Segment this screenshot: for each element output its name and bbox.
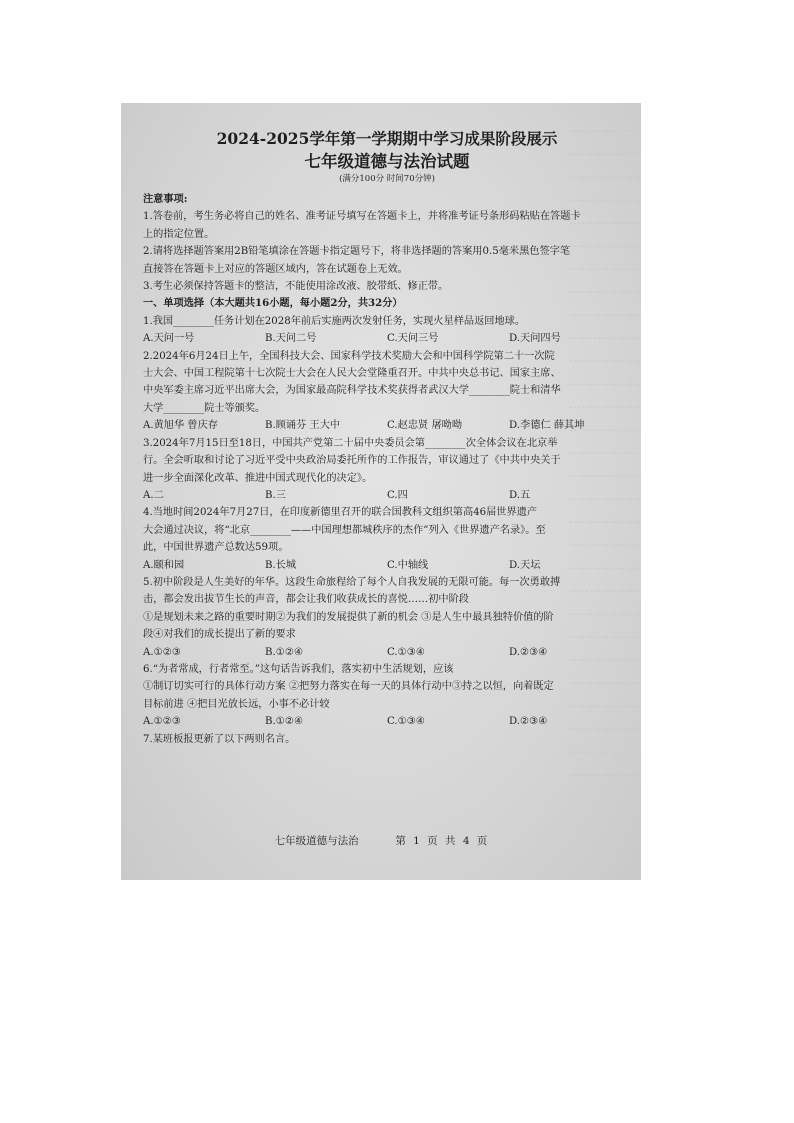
question-options [143,644,631,661]
question-options [143,417,631,434]
option-b: B.三 [265,489,286,501]
page-footer [121,833,641,848]
footer-page-number: 第 1 页 共 4 页 [395,835,488,847]
question-text: 1.我国________任务计划在2028年前后实施两次发射任务，实现火星样品返回地球。 [143,315,526,327]
option-d: D.天坛 [509,559,541,571]
notes-line: 直接答在答题卡上对应的答题区域内，答在试题卷上无效。 [143,263,408,275]
question-1 [143,313,631,348]
notes-heading: 注意事项: [143,193,188,205]
question-text: 4.当地时间2024年7月27日，在印度新德里召开的联合国教科文组织第高46届世界遗产 [143,507,538,519]
option-a: A.黄旭华 曾庆存 [143,420,218,432]
notes-section [143,191,631,295]
option-a: A.①②③ [143,646,181,658]
question-options [143,557,631,574]
question-text: 2.2024年6月24日上午，全国科技大会、国家科学技术奖励大会和中国科学院第二十一次院 [143,350,555,362]
option-b: B.顾诵芬 王大中 [265,420,341,432]
option-d: D.②③④ [509,716,548,728]
question-text: 行。全会听取和讨论了习近平受中央政治局委托所作的工作报告，审议通过了《中共中央关于 [143,455,561,467]
show-through-text: ……………… ……………… ……………… ……………… ……………… ……………… ……………… ……………… ……………… ……………… ……………… ……………… ……………… ……………… ……………… ……………… ……………… ……………… ……………… ……………… ……………… ……………… ……………… ……………… ……………… ……………… ……………… ……………… ……………… [569,121,641,779]
question-text: 段④对我们的成长提出了新的要求 [143,629,296,641]
option-a: A.①②③ [143,716,181,728]
question-text: 目标前进 ④把目光放长远，小事不必计较 [143,698,330,710]
question-text: 士大会、中国工程院第十七次院士大会在人民大会堂隆重召开。中共中央总书记、国家主席、 [143,368,561,380]
question-6 [143,661,631,731]
option-a: A.二 [143,489,164,501]
notes-line: 上的指定位置。 [143,228,215,240]
question-text: 此，中国世界遗产总数达59项。 [143,542,289,554]
question-text: ①制订切实可行的具体行动方案 ②把努力落实在每一天的具体行动中③持之以恒，向着既定 [143,681,554,693]
option-c: C.天问三号 [387,333,439,345]
option-b: B.天问二号 [265,333,317,345]
notes-line: 3.考生必须保持答题卡的整洁，不能使用涂改液、胶带纸、修正带。 [143,281,449,293]
option-c: C.四 [387,489,408,501]
question-text: 大学________院士等颁奖。 [143,402,266,414]
notes-line: 2.请将选择题答案用2B铅笔填涂在答题卡指定题号下，将非选择题的答案用0.5毫米黑色签字笔 [143,246,571,258]
question-text: 7.某班板报更新了以下两则名言。 [143,733,296,745]
question-text: ①是规划未来之路的重要时期②为我们的发展提供了新的机会 ③是人生中最具独特价值的阶 [143,611,554,623]
question-options [143,713,631,730]
notes-line: 1.答卷前，考生务必将自己的姓名、准考证号填写在答题卡上，并将准考证号条形码粘贴在答题卡 [143,211,581,223]
question-7 [143,731,631,748]
question-2 [143,348,631,435]
question-options [143,487,631,504]
footer-subject: 七年级道德与法治 [274,835,359,847]
option-c: C.赵忠贤 屠呦呦 [387,420,463,432]
question-5 [143,574,631,661]
exam-photo [121,103,641,880]
question-options [143,330,631,347]
option-c: C.①③④ [387,646,426,658]
option-b: B.①②④ [265,716,304,728]
question-text: 击，都会发出拔节生长的声音，都会让我们收获成长的喜悦……初中阶段 [143,594,469,606]
exam-subtitle: 七年级道德与法治试题 [304,152,470,171]
option-d: D.李德仁 薛其坤 [509,420,585,432]
question-text: 进一步全面深化改革、推进中国式现代化的决定》。 [143,472,373,484]
question-text: 3.2024年7月15日至18日，中国共产党第二十届中央委员会第________次全体会议在北京举 [143,437,558,449]
option-b: B.长城 [265,559,297,571]
option-b: B.①②④ [265,646,304,658]
section-heading: 一、单项选择（本大题共16小题，每小题2分，共32分） [143,297,403,310]
exam-title: 2024-2025学年第一学期期中学习成果阶段展示 [216,129,558,148]
option-d: D.五 [509,489,531,501]
question-3 [143,435,631,505]
question-text: 5.初中阶段是人生美好的年华。这段生命旅程给了每个人自我发展的无限可能。每一次勇敢搏 [143,576,561,588]
exam-meta: (满分100分 时间70分钟) [339,174,435,184]
question-text: 大会通过决议，将“北京________——中国理想都城秩序的杰作”列入《世界遗产名录》。至 [143,524,546,536]
option-c: C.中轴线 [387,559,429,571]
option-c: C.①③④ [387,716,426,728]
exam-page [143,129,631,748]
option-a: A.天问一号 [143,333,195,345]
option-a: A.颐和园 [143,559,185,571]
option-d: D.②③④ [509,646,548,658]
question-text: 中央军委主席习近平出席大会，为国家最高院科学技术奖获得者武汉大学________院士和清华 [143,385,561,397]
question-text: 6.“为者常成，行者常至。”这句话告诉我们，落实初中生活规划，应该 [143,663,454,675]
option-d: D.天问四号 [509,333,561,345]
question-4 [143,504,631,574]
